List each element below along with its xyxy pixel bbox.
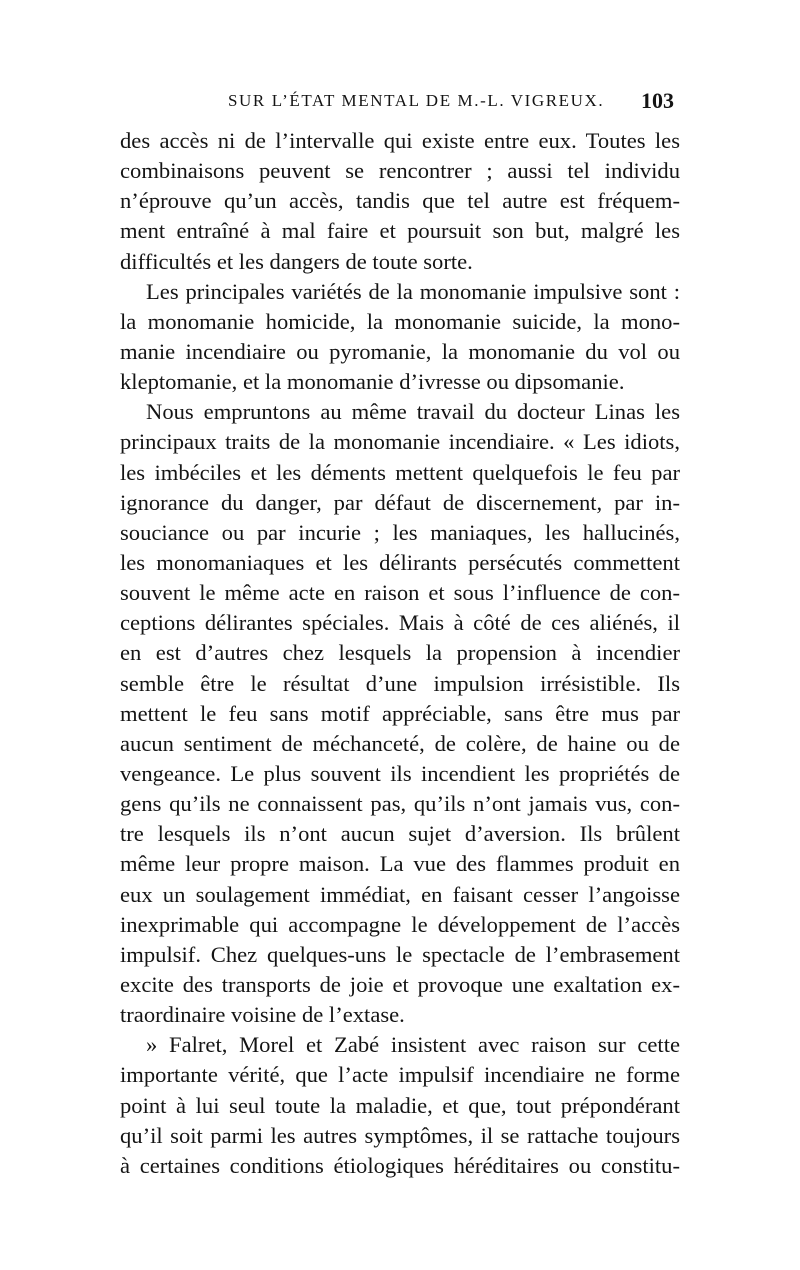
text-line: souvent le même acte en raison et sous l’influence de con- — [120, 580, 680, 606]
running-title: SUR L’ÉTAT MENTAL DE M.-L. VIGREUX. — [228, 91, 605, 110]
text-line: principaux traits de la monomanie incendiaire. « Les idiots, — [120, 429, 680, 455]
text-line: les imbéciles et les déments mettent quelquefois le feu par — [120, 459, 680, 485]
text-line: ment entraîné à mal faire et poursuit son but, malgré les — [120, 218, 680, 244]
text-line: inexprimable qui accompagne le développement de l’accès — [120, 911, 680, 937]
text-line: point à lui seul toute la maladie, et que, tout prépondérant — [120, 1092, 680, 1118]
text-line: manie incendiaire ou pyromanie, la monomanie du vol ou — [120, 338, 680, 364]
text-line: souciance ou par incurie ; les maniaques, les hallucinés, — [120, 519, 680, 545]
text-line: impulsif. Chez quelques-uns le spectacle de l’embrasement — [120, 941, 680, 967]
text-line: excite des transports de joie et provoque une exaltation ex- — [120, 971, 680, 997]
text-line: des accès ni de l’intervalle qui existe entre eux. Toutes les — [120, 128, 680, 153]
text-line: les monomaniaques et les délirants persécutés commettent — [120, 549, 680, 575]
text-line: combinaisons peuvent se rencontrer ; aussi tel individu — [120, 158, 680, 184]
text-line: gens qu’ils ne connaissent pas, qu’ils n’ont jamais vus, con- — [120, 791, 680, 817]
paragraph — [120, 1030, 680, 1181]
text-line: aucun sentiment de méchanceté, de colère, de haine ou de — [120, 730, 680, 756]
text-line: traordinaire voisine de l’extase. — [120, 1002, 405, 1028]
page-header — [120, 88, 676, 118]
paragraph — [120, 277, 680, 398]
paragraph — [120, 397, 680, 1030]
text-line: ceptions délirantes spéciales. Mais à côté de ces aliénés, il — [120, 610, 680, 636]
text-line: en est d’autres chez lesquels la propension à incendier — [120, 640, 680, 666]
text-line: Nous empruntons au même travail du docteur Linas les — [146, 399, 680, 425]
text-line: Les principales variétés de la monomanie impulsive sont : — [146, 278, 680, 304]
text-line: semble être le résultat d’une impulsion irrésistible. Ils — [120, 670, 680, 696]
text-line: qu’il soit parmi les autres symptômes, il se rattache toujours — [120, 1122, 680, 1148]
text-line: importante vérité, que l’acte impulsif incendiaire ne forme — [120, 1062, 680, 1088]
text-line: même leur propre maison. La vue des flammes produit en — [120, 851, 680, 877]
paragraph — [120, 126, 680, 277]
text-line: tre lesquels ils n’ont aucun sujet d’aversion. Ils brûlent — [120, 821, 680, 847]
text-line: kleptomanie, et la monomanie d’ivresse ou dipsomanie. — [120, 369, 625, 395]
text-line: eux un soulagement immédiat, en faisant cesser l’angoisse — [120, 881, 680, 907]
text-line: mettent le feu sans motif appréciable, sans être mus par — [120, 700, 680, 726]
text-line: difficultés et les dangers de toute sorte. — [120, 248, 473, 274]
text-line: ignorance du danger, par défaut de discernement, par in- — [120, 489, 680, 515]
text-line: vengeance. Le plus souvent ils incendient les propriétés de — [120, 760, 680, 786]
text-line: à certaines conditions étiologiques héréditaires ou constitu- — [120, 1152, 680, 1178]
page-number: 103 — [641, 88, 674, 113]
text-line: la monomanie homicide, la monomanie suicide, la mono- — [120, 308, 680, 334]
text-line: n’éprouve qu’un accès, tandis que tel autre est fréquem- — [120, 188, 680, 214]
text-line: » Falret, Morel et Zabé insistent avec raison sur cette — [146, 1032, 680, 1058]
body-text — [120, 126, 680, 1181]
